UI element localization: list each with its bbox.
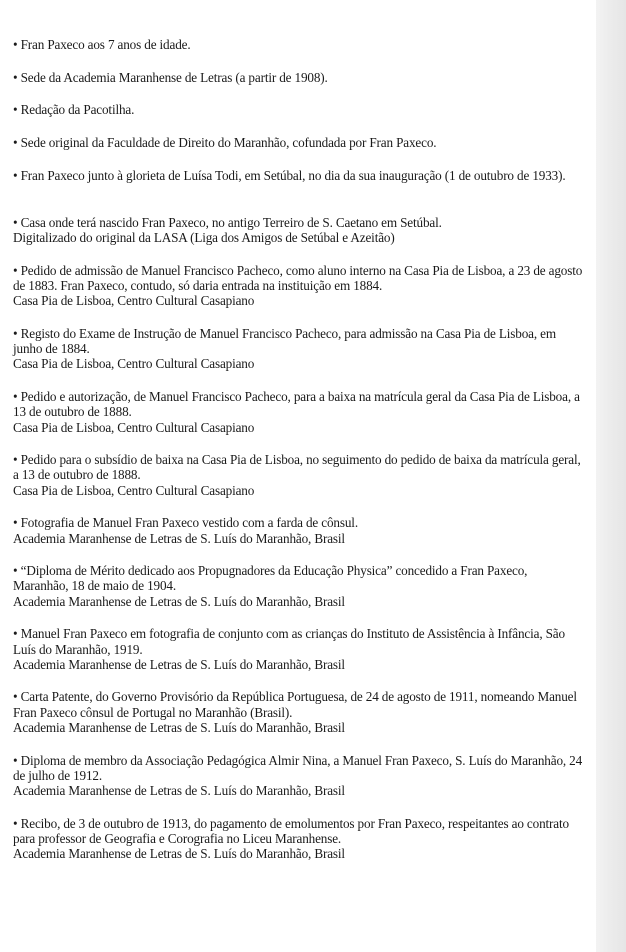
caption-item — [13, 102, 583, 117]
caption-text: • Fran Paxeco aos 7 anos de idade. — [13, 37, 191, 52]
page-edge-shadow — [596, 0, 626, 952]
caption-text: • Fran Paxeco junto à glorieta de Luísa Todi, em Setúbal, no dia da sua inauguração (1 de outubro de 1933). — [13, 167, 566, 183]
caption-source: Casa Pia de Lisboa, Centro Cultural Casapiano — [13, 482, 255, 498]
caption-text: • Carta Patente, do Governo Provisório da República Portuguesa, de 24 de agosto de 1911, nomeando Manuel Fran Paxeco cônsul de Portugal no Maranhão (Brasil). — [13, 689, 577, 720]
caption-item — [13, 389, 583, 435]
caption-source: Academia Maranhense de Letras de S. Luís do Maranhão, Brasil — [13, 783, 345, 798]
caption-source: Casa Pia de Lisboa, Centro Cultural Casapiano — [13, 293, 255, 309]
caption-item — [13, 452, 583, 498]
caption-text: • Fotografia de Manuel Fran Paxeco vestido com a farda de cônsul. — [13, 515, 358, 531]
caption-text: • Diploma de membro da Associação Pedagógica Almir Nina, a Manuel Fran Paxeco, S. Luís do Maranhão, 24 de julho de 1912. — [13, 752, 583, 783]
caption-source: Academia Maranhense de Letras de S. Luís do Maranhão, Brasil — [13, 846, 345, 862]
caption-item — [13, 816, 583, 862]
caption-text: • Sede original da Faculdade de Direito do Maranhão, cofundada por Fran Paxeco. — [13, 135, 437, 151]
caption-item — [13, 626, 583, 672]
caption-text: • Recibo, de 3 de outubro de 1913, do pagamento de emolumentos por Fran Paxeco, respeitantes ao contrato para professor de Geografia e Corografia no Liceu Maranhense. — [13, 815, 569, 846]
caption-item — [13, 135, 583, 150]
caption-item — [13, 168, 583, 183]
caption-item — [13, 563, 583, 609]
caption-item — [13, 689, 583, 735]
caption-item — [13, 753, 583, 799]
caption-source: Digitalizado do original da LASA (Liga dos Amigos de Setúbal e Azeitão) — [13, 230, 395, 246]
caption-text: • Redação da Pacotilha. — [13, 102, 135, 118]
caption-text: • Pedido de admissão de Manuel Francisco Pacheco, como aluno interno na Casa Pia de Lisboa, a 23 de agosto de 1883. Fran Paxeco, contudo, só daria entrada na instituição em 1884. — [13, 262, 583, 294]
caption-source: Academia Maranhense de Letras de S. Luís do Maranhão, Brasil — [13, 656, 345, 672]
caption-source: Casa Pia de Lisboa, Centro Cultural Casapiano — [13, 419, 255, 435]
caption-text: • Manuel Fran Paxeco em fotografia de conjunto com as crianças do Instituto de Assistência à Infância, São Luís do Maranhão, 1919. — [13, 626, 565, 657]
caption-text: • Sede da Academia Maranhense de Letras (a partir de 1908). — [13, 69, 328, 85]
caption-item — [13, 215, 583, 245]
caption-source: Academia Maranhense de Letras de S. Luís do Maranhão, Brasil — [13, 593, 345, 609]
caption-text: • Pedido e autorização, de Manuel Francisco Pacheco, para a baixa na matrícula geral da Casa Pia de Lisboa, a 13 de outubro de 1888. — [13, 389, 580, 420]
caption-item — [13, 70, 583, 85]
caption-source: Academia Maranhense de Letras de S. Luís do Maranhão, Brasil — [13, 530, 345, 546]
caption-item — [13, 37, 583, 52]
caption-text: • Casa onde terá nascido Fran Paxeco, no antigo Terreiro de S. Caetano em Setúbal. — [13, 215, 442, 231]
caption-item — [13, 263, 583, 309]
caption-item — [13, 326, 583, 372]
caption-list — [13, 37, 583, 879]
caption-source: Casa Pia de Lisboa, Centro Cultural Casapiano — [13, 356, 255, 372]
caption-source: Academia Maranhense de Letras de S. Luís do Maranhão, Brasil — [13, 719, 345, 735]
caption-text: • Pedido para o subsídio de baixa na Casa Pia de Lisboa, no seguimento do pedido de baixa da matrícula geral, a 13 de outubro de 1888. — [13, 452, 581, 483]
caption-text: • “Diploma de Mérito dedicado aos Propugnadores da Educação Physica” concedido a Fran Paxeco, Maranhão, 18 de maio de 1904. — [13, 563, 528, 594]
caption-item — [13, 515, 583, 545]
caption-text: • Registo do Exame de Instrução de Manuel Francisco Pacheco, para admissão na Casa Pia de Lisboa, em junho de 1884. — [13, 326, 556, 357]
